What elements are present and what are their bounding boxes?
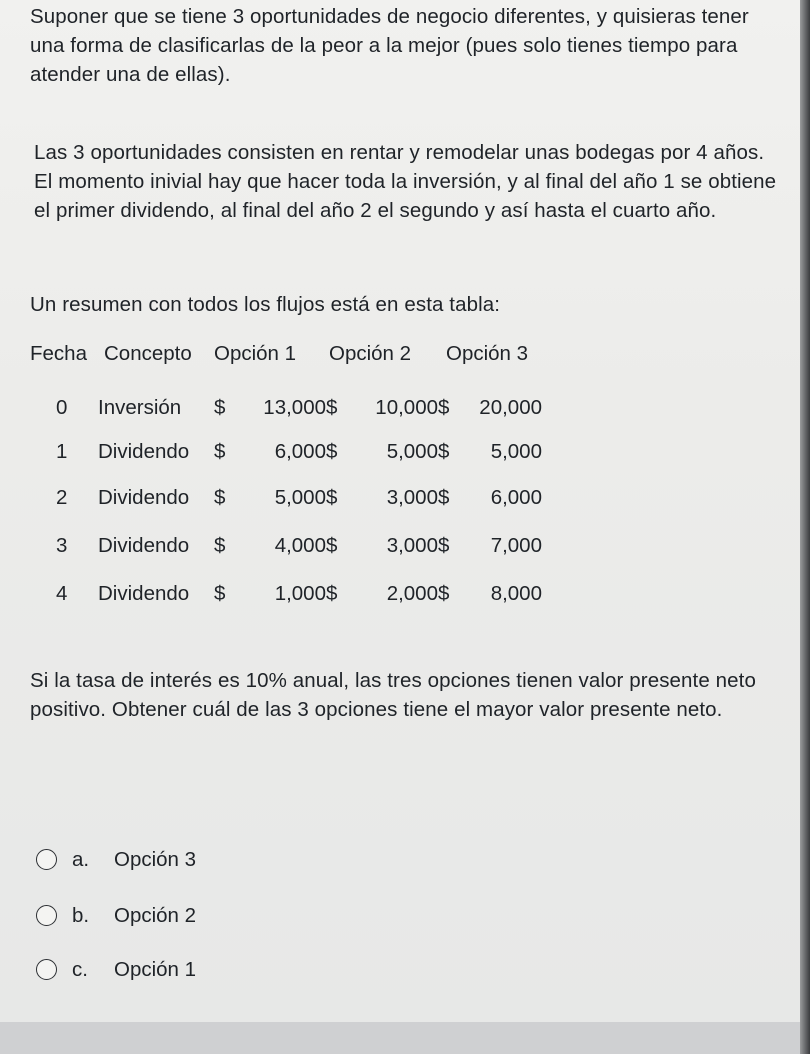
cell-op2-value: 3,000 bbox=[386, 534, 438, 557]
context-text: Las 3 oportunidades consisten en rentar y remodelar unas bodegas por 4 años. El momento inivial hay que hacer toda la inversión, y al final del año 1 se obtiene el primer dividendo, al final del año 2 el segundo y así hasta el cuarto año. bbox=[34, 141, 777, 222]
cell-fecha: 2 bbox=[56, 486, 68, 509]
intro-text: Suponer que se tiene 3 oportunidades de negocio diferentes, y quisieras tener una forma de clasificarlas de la peor a la mejor (pues solo tienes tiempo para atender una de ellas). bbox=[30, 5, 749, 86]
cell-op1-currency: $ bbox=[214, 582, 226, 605]
cell-concepto: Inversión bbox=[98, 396, 182, 419]
cell-op3-currency: $ bbox=[438, 440, 450, 463]
cell-op2-value: 2,000 bbox=[386, 582, 438, 605]
cell-concepto: Dividendo bbox=[98, 534, 190, 557]
cell-op1-currency: $ bbox=[214, 534, 226, 557]
cell-fecha: 0 bbox=[56, 396, 68, 419]
option-c[interactable] bbox=[36, 955, 336, 985]
cell-op3-currency: $ bbox=[438, 534, 450, 557]
cell-op2-currency: $ bbox=[326, 582, 338, 605]
cell-op1-currency: $ bbox=[214, 396, 226, 419]
header-opcion-3: Opción 3 bbox=[446, 342, 529, 365]
option-letter: b. bbox=[72, 904, 90, 927]
cell-concepto: Dividendo bbox=[98, 582, 190, 605]
radio-button-icon[interactable] bbox=[36, 849, 57, 870]
cell-op1-currency: $ bbox=[214, 486, 226, 509]
cell-op1-value: 6,000 bbox=[274, 440, 326, 463]
cell-op3-value: 5,000 bbox=[490, 440, 542, 463]
option-letter: a. bbox=[72, 848, 90, 871]
header-fecha: Fecha bbox=[30, 342, 87, 365]
cell-op1-value: 1,000 bbox=[274, 582, 326, 605]
option-a[interactable] bbox=[36, 845, 336, 875]
radio-button-icon[interactable] bbox=[36, 905, 57, 926]
cell-op2-value: 3,000 bbox=[386, 486, 438, 509]
header-opcion-2: Opción 2 bbox=[329, 342, 412, 365]
cell-concepto: Dividendo bbox=[98, 486, 190, 509]
cell-op3-value: 6,000 bbox=[490, 486, 542, 509]
option-letter: c. bbox=[72, 958, 88, 981]
header-concepto: Concepto bbox=[104, 342, 192, 365]
cell-op3-value: 20,000 bbox=[479, 396, 542, 419]
cell-fecha: 4 bbox=[56, 582, 68, 605]
option-b[interactable] bbox=[36, 901, 336, 931]
option-label: Opción 2 bbox=[114, 904, 197, 927]
bottom-strip bbox=[0, 1022, 800, 1054]
question-text: Si la tasa de interés es 10% anual, las tres opciones tienen valor presente neto positivo. Obtener cuál de las 3 opciones tiene el mayor valor presente neto. bbox=[30, 669, 756, 721]
cell-op2-currency: $ bbox=[326, 486, 338, 509]
summary-lead-text: Un resumen con todos los flujos está en esta tabla: bbox=[30, 293, 501, 316]
cell-op1-value: 13,000 bbox=[263, 396, 326, 419]
cell-op3-value: 7,000 bbox=[490, 534, 542, 557]
cell-op2-currency: $ bbox=[326, 534, 338, 557]
cell-op3-value: 8,000 bbox=[490, 582, 542, 605]
cell-op1-value: 4,000 bbox=[274, 534, 326, 557]
radio-button-icon[interactable] bbox=[36, 959, 57, 980]
header-opcion-1: Opción 1 bbox=[214, 342, 297, 365]
option-label: Opción 3 bbox=[114, 848, 197, 871]
cell-op3-currency: $ bbox=[438, 582, 450, 605]
cell-fecha: 3 bbox=[56, 534, 68, 557]
cell-op2-value: 5,000 bbox=[386, 440, 438, 463]
cell-op3-currency: $ bbox=[438, 396, 450, 419]
cell-op2-value: 10,000 bbox=[375, 396, 438, 419]
cell-op2-currency: $ bbox=[326, 396, 338, 419]
cell-op1-value: 5,000 bbox=[274, 486, 326, 509]
cell-fecha: 1 bbox=[56, 440, 68, 463]
option-label: Opción 1 bbox=[114, 958, 197, 981]
cell-concepto: Dividendo bbox=[98, 440, 190, 463]
cell-op1-currency: $ bbox=[214, 440, 226, 463]
cell-op3-currency: $ bbox=[438, 486, 450, 509]
cell-op2-currency: $ bbox=[326, 440, 338, 463]
screen-edge bbox=[800, 0, 810, 1054]
